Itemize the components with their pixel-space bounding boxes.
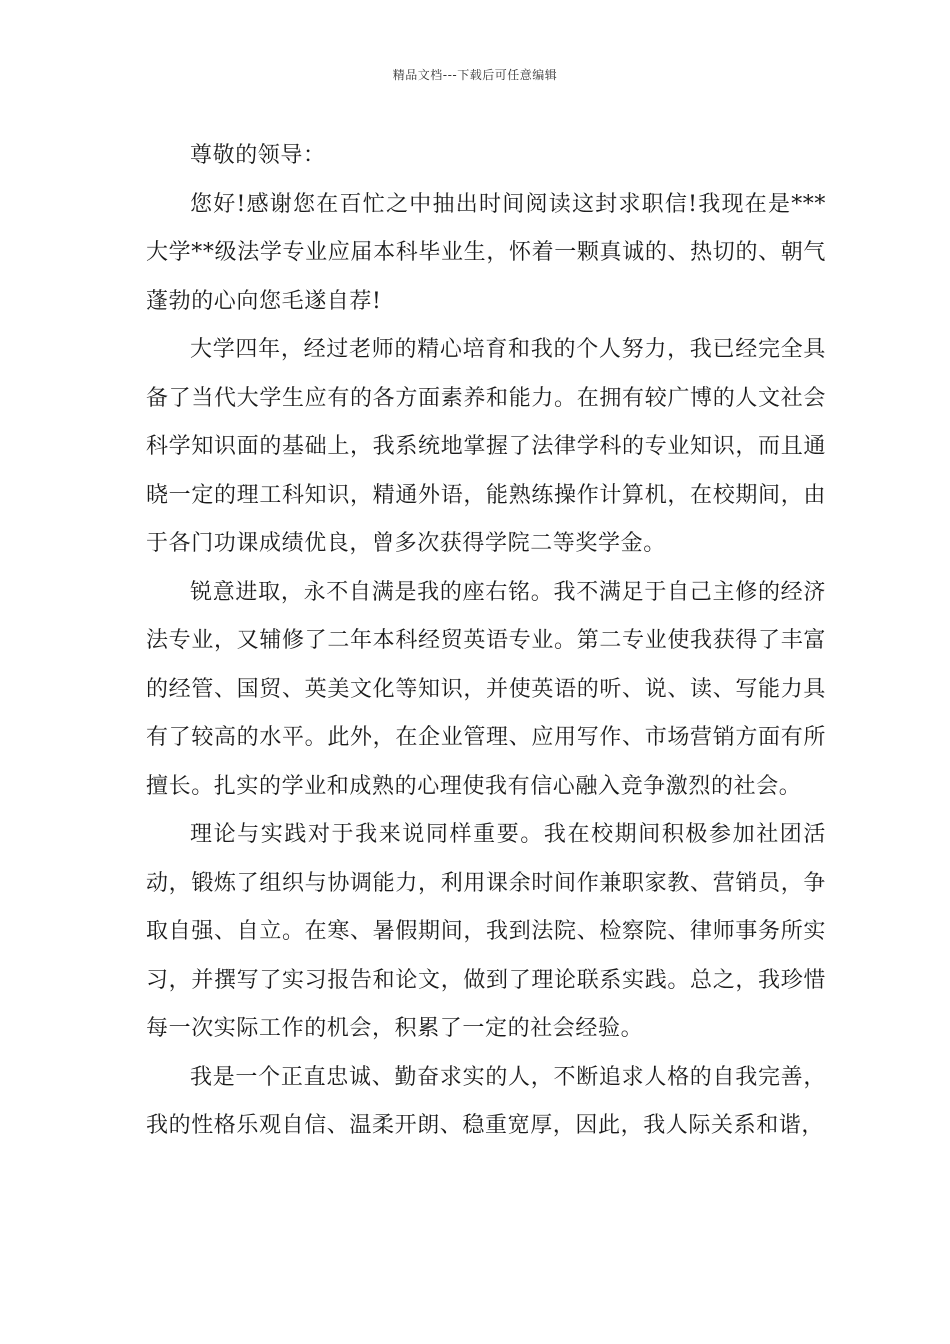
paragraph-personality: 我是一个正直忠诚、勤奋求实的人，不断追求人格的自我完善，我的性格乐观自信、温柔开朗、稳重宽厚，因此，我人际关系和谐， [146, 1064, 826, 1138]
paragraph-greeting: 您好!感谢您在百忙之中抽出时间阅读这封求职信!我现在是***大学**级法学专业应届本科毕业生，怀着一颗真诚的、热切的、朝气蓬勃的心向您毛遂自荐! [146, 191, 826, 314]
letter-body [146, 132, 826, 1151]
paragraph-practice: 理论与实践对于我来说同样重要。我在校期间积极参加社团活动，锻炼了组织与协调能力，利用课余时间作兼职家教、营销员，争取自强、自立。在寒、暑假期间，我到法院、检察院、律师事务所实习，并撰写了实习报告和论文，做到了理论联系实践。总之，我珍惜每一次实际工作的机会，积累了一定的社会经验。 [146, 822, 826, 1041]
paragraph-motto: 锐意进取，永不自满是我的座右铭。我不满足于自己主修的经济法专业，又辅修了二年本科经贸英语专业。第二专业使我获得了丰富的经管、国贸、英美文化等知识，并使英语的听、说、读、写能力具有了较高的水平。此外，在企业管理、应用写作、市场营销方面有所擅长。扎实的学业和成熟的心理使我有信心融入竞争激烈的社会。 [146, 579, 826, 799]
paragraph-education: 大学四年，经过老师的精心培育和我的个人努力，我已经完全具备了当代大学生应有的各方面素养和能力。在拥有较广博的人文社会科学知识面的基础上，我系统地掌握了法律学科的专业知识，而且通晓一定的理工科知识，精通外语，能熟练操作计算机，在校期间，由于各门功课成绩优良，曾多次获得学院二等奖学金。 [146, 337, 826, 556]
salutation: 尊敬的领导： [190, 143, 326, 168]
header-note: 精品文档---下载后可任意编辑 [392, 68, 558, 82]
